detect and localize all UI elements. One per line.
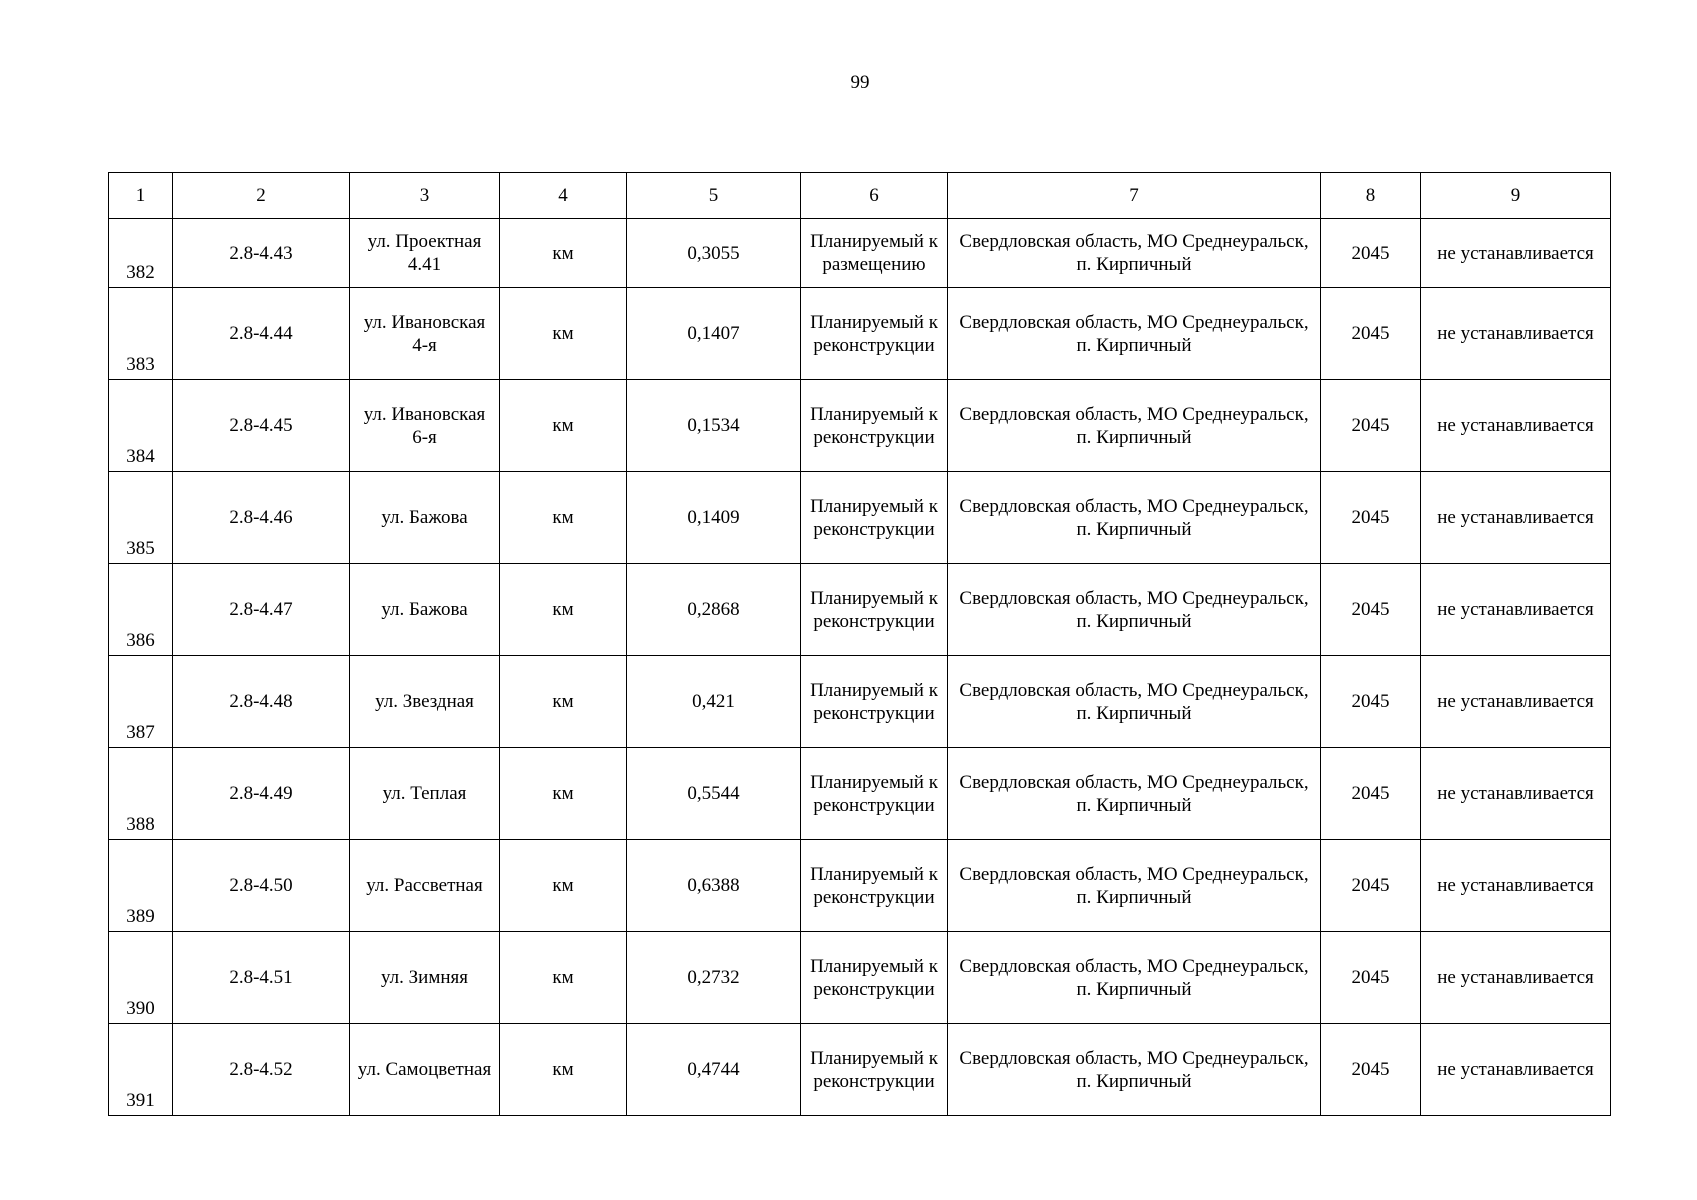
unit-cell: км bbox=[500, 840, 627, 932]
code-cell: 2.8-4.52 bbox=[173, 1024, 350, 1116]
street-name-cell: ул. Ивановская 6-я bbox=[350, 380, 500, 472]
zone-cell: не устанавливается bbox=[1421, 380, 1611, 472]
status-cell: Планируемый к реконструкции bbox=[801, 380, 948, 472]
zone-cell: не устанавливается bbox=[1421, 288, 1611, 380]
header-cell: 1 bbox=[109, 173, 173, 219]
header-cell: 5 bbox=[627, 173, 801, 219]
row-number-cell: 384 bbox=[109, 380, 173, 472]
header-cell: 3 bbox=[350, 173, 500, 219]
street-name-cell: ул. Рассветная bbox=[350, 840, 500, 932]
year-cell: 2045 bbox=[1321, 472, 1421, 564]
location-cell: Свердловская область, МО Среднеуральск, п. Кирпичный bbox=[948, 564, 1321, 656]
year-cell: 2045 bbox=[1321, 656, 1421, 748]
year-cell: 2045 bbox=[1321, 840, 1421, 932]
street-name-cell: ул. Проектная 4.41 bbox=[350, 219, 500, 288]
table-row bbox=[109, 1024, 1611, 1116]
row-number-cell: 388 bbox=[109, 748, 173, 840]
code-cell: 2.8-4.50 bbox=[173, 840, 350, 932]
page-number: 99 bbox=[850, 72, 870, 93]
unit-cell: км bbox=[500, 564, 627, 656]
zone-cell: не устанавливается bbox=[1421, 219, 1611, 288]
table-row bbox=[109, 472, 1611, 564]
unit-cell: км bbox=[500, 656, 627, 748]
year-cell: 2045 bbox=[1321, 932, 1421, 1024]
row-number-cell: 385 bbox=[109, 472, 173, 564]
status-cell: Планируемый к реконструкции bbox=[801, 656, 948, 748]
code-cell: 2.8-4.51 bbox=[173, 932, 350, 1024]
header-cell: 8 bbox=[1321, 173, 1421, 219]
row-number-cell: 390 bbox=[109, 932, 173, 1024]
street-name-cell: ул. Бажова bbox=[350, 564, 500, 656]
location-cell: Свердловская область, МО Среднеуральск, п. Кирпичный bbox=[948, 1024, 1321, 1116]
year-cell: 2045 bbox=[1321, 748, 1421, 840]
location-cell: Свердловская область, МО Среднеуральск, п. Кирпичный bbox=[948, 748, 1321, 840]
location-cell: Свердловская область, МО Среднеуральск, п. Кирпичный bbox=[948, 840, 1321, 932]
street-name-cell: ул. Теплая bbox=[350, 748, 500, 840]
zone-cell: не устанавливается bbox=[1421, 472, 1611, 564]
row-number-cell: 387 bbox=[109, 656, 173, 748]
table-row bbox=[109, 748, 1611, 840]
year-cell: 2045 bbox=[1321, 380, 1421, 472]
unit-cell: км bbox=[500, 932, 627, 1024]
code-cell: 2.8-4.46 bbox=[173, 472, 350, 564]
unit-cell: км bbox=[500, 380, 627, 472]
street-name-cell: ул. Самоцветная bbox=[350, 1024, 500, 1116]
header-cell: 9 bbox=[1421, 173, 1611, 219]
table-row bbox=[109, 932, 1611, 1024]
header-cell: 7 bbox=[948, 173, 1321, 219]
code-cell: 2.8-4.49 bbox=[173, 748, 350, 840]
length-cell: 0,2868 bbox=[627, 564, 801, 656]
unit-cell: км bbox=[500, 748, 627, 840]
length-cell: 0,5544 bbox=[627, 748, 801, 840]
length-cell: 0,2732 bbox=[627, 932, 801, 1024]
table-row bbox=[109, 840, 1611, 932]
table-row bbox=[109, 656, 1611, 748]
zone-cell: не устанавливается bbox=[1421, 656, 1611, 748]
zone-cell: не устанавливается bbox=[1421, 840, 1611, 932]
location-cell: Свердловская область, МО Среднеуральск, п. Кирпичный bbox=[948, 472, 1321, 564]
code-cell: 2.8-4.48 bbox=[173, 656, 350, 748]
unit-cell: км bbox=[500, 472, 627, 564]
length-cell: 0,1534 bbox=[627, 380, 801, 472]
street-name-cell: ул. Зимняя bbox=[350, 932, 500, 1024]
row-number-cell: 391 bbox=[109, 1024, 173, 1116]
table-row bbox=[109, 288, 1611, 380]
street-name-cell: ул. Звездная bbox=[350, 656, 500, 748]
location-cell: Свердловская область, МО Среднеуральск, п. Кирпичный bbox=[948, 932, 1321, 1024]
zone-cell: не устанавливается bbox=[1421, 748, 1611, 840]
length-cell: 0,6388 bbox=[627, 840, 801, 932]
status-cell: Планируемый к реконструкции bbox=[801, 1024, 948, 1116]
status-cell: Планируемый к реконструкции bbox=[801, 288, 948, 380]
location-cell: Свердловская область, МО Среднеуральск, п. Кирпичный bbox=[948, 380, 1321, 472]
code-cell: 2.8-4.44 bbox=[173, 288, 350, 380]
length-cell: 0,1409 bbox=[627, 472, 801, 564]
status-cell: Планируемый к реконструкции bbox=[801, 932, 948, 1024]
header-cell: 2 bbox=[173, 173, 350, 219]
code-cell: 2.8-4.47 bbox=[173, 564, 350, 656]
length-cell: 0,4744 bbox=[627, 1024, 801, 1116]
unit-cell: км bbox=[500, 288, 627, 380]
length-cell: 0,1407 bbox=[627, 288, 801, 380]
status-cell: Планируемый к реконструкции bbox=[801, 840, 948, 932]
location-cell: Свердловская область, МО Среднеуральск, п. Кирпичный bbox=[948, 288, 1321, 380]
unit-cell: км bbox=[500, 1024, 627, 1116]
unit-cell: км bbox=[500, 219, 627, 288]
status-cell: Планируемый к размещению bbox=[801, 219, 948, 288]
zone-cell: не устанавливается bbox=[1421, 564, 1611, 656]
zone-cell: не устанавливается bbox=[1421, 932, 1611, 1024]
header-cell: 4 bbox=[500, 173, 627, 219]
header-cell: 6 bbox=[801, 173, 948, 219]
length-cell: 0,421 bbox=[627, 656, 801, 748]
header-row bbox=[109, 173, 1611, 219]
year-cell: 2045 bbox=[1321, 288, 1421, 380]
year-cell: 2045 bbox=[1321, 564, 1421, 656]
data-table bbox=[108, 172, 1611, 1116]
table-body bbox=[109, 173, 1611, 1116]
code-cell: 2.8-4.45 bbox=[173, 380, 350, 472]
table-row bbox=[109, 219, 1611, 288]
street-name-cell: ул. Ивановская 4-я bbox=[350, 288, 500, 380]
row-number-cell: 382 bbox=[109, 219, 173, 288]
length-cell: 0,3055 bbox=[627, 219, 801, 288]
year-cell: 2045 bbox=[1321, 219, 1421, 288]
code-cell: 2.8-4.43 bbox=[173, 219, 350, 288]
status-cell: Планируемый к реконструкции bbox=[801, 564, 948, 656]
row-number-cell: 383 bbox=[109, 288, 173, 380]
status-cell: Планируемый к реконструкции bbox=[801, 748, 948, 840]
table-row bbox=[109, 564, 1611, 656]
table-row bbox=[109, 380, 1611, 472]
row-number-cell: 386 bbox=[109, 564, 173, 656]
zone-cell: не устанавливается bbox=[1421, 1024, 1611, 1116]
year-cell: 2045 bbox=[1321, 1024, 1421, 1116]
row-number-cell: 389 bbox=[109, 840, 173, 932]
location-cell: Свердловская область, МО Среднеуральск, п. Кирпичный bbox=[948, 656, 1321, 748]
status-cell: Планируемый к реконструкции bbox=[801, 472, 948, 564]
street-name-cell: ул. Бажова bbox=[350, 472, 500, 564]
location-cell: Свердловская область, МО Среднеуральск, п. Кирпичный bbox=[948, 219, 1321, 288]
